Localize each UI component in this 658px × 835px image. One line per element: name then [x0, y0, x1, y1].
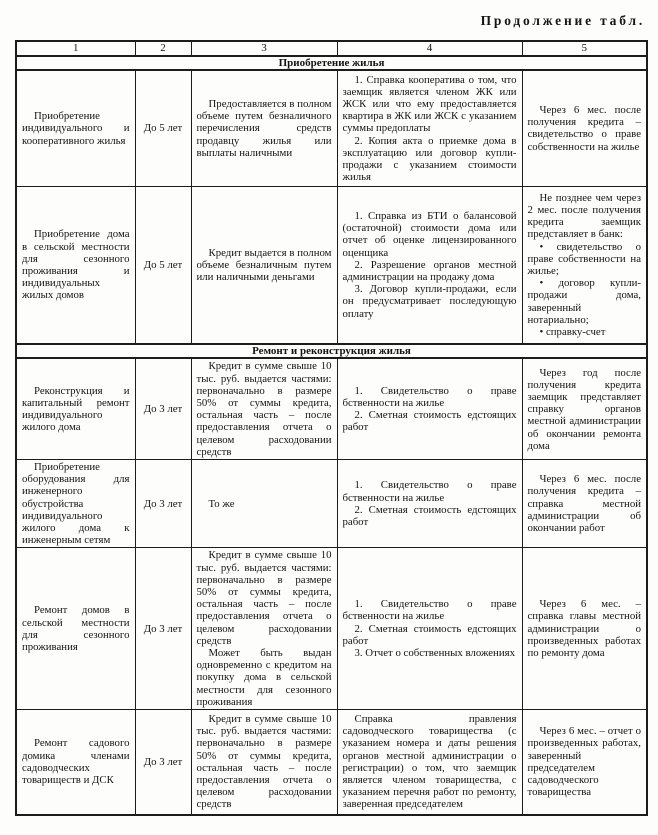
cell-paragraph: 1. Свидетельство о праве бственности на жилье	[342, 598, 517, 623]
cell-paragraph: Через 6 мес. – справка главы местной администрации о произведенных работах по ремонту дома	[527, 598, 641, 660]
bullet-item: • свидетельство о праве собственности на жилье;	[527, 240, 641, 277]
cell-paragraph: Кредит в сумме свыше 10 тыс. руб. выдается частями: первоначально в размере 50% от суммы кредита, остальная часть – после предоставления отчета о целевом расходовании средств	[196, 549, 332, 647]
cell-paragraph: 2. Копия акта о приемке дома в эксплуатацию или договор купли-продажи с указанием стоимости жилья	[342, 134, 517, 184]
documents-cell	[337, 460, 522, 548]
cell-paragraph: 2. Разрешение органов местной администрации на продажу дома	[342, 258, 517, 284]
cell-paragraph: Через год после получения кредита заемщик представляет справку органов местной администрации об окончании ремонта дома	[527, 366, 641, 452]
term-cell	[135, 710, 191, 815]
cell-paragraph: 1. Справка из БТИ о балансовой (остаточной) стоимости дома или отчет об оценке лицензированного оценщика	[342, 210, 517, 259]
term-cell	[135, 186, 191, 344]
cell-paragraph: Через 6 мес. – отчет о произведенных работах, заверенный председателем садоводческого товарищества	[527, 725, 641, 799]
cell-paragraph: Может быть выдан одновременно с кредитом на покупку дома в сельской местности для сезонного проживания	[196, 647, 332, 708]
section-header-row	[16, 344, 647, 358]
table-row	[16, 358, 647, 459]
cell-paragraph: Предоставляется в полном объеме путем безналичного перечисления средств продавцу жилья или выплаты наличными	[196, 97, 332, 159]
cell-paragraph: 3. Договор купли-продажи, если он предусматривает последующую оплату	[342, 283, 517, 320]
cell-paragraph: Через 6 мес. после получения кредита – свидетельство о праве собственности на жилье	[527, 104, 641, 153]
purpose-cell	[16, 548, 135, 710]
cell-paragraph: Ремонт домов в сельской местности для сезонного проживания	[22, 604, 130, 653]
documents-cell	[337, 186, 522, 344]
confirmation-cell	[522, 186, 647, 344]
cell-paragraph: Справка правления садоводческого товарищества (с указанием номера и даты решения органов местной администрации о регистрации) о том, что заемщик является членом товарищества, с указанием перечня работ по ремонту, заверенная председателем	[342, 713, 517, 811]
term-cell	[135, 358, 191, 459]
purpose-cell	[16, 460, 135, 548]
cell-paragraph: Приобретение оборудования для инженерного обустройства индивидуального жилого дома к инженерным сетям	[22, 461, 130, 547]
documents-cell	[337, 548, 522, 710]
cell-paragraph: Кредит выдается в полном объеме безналичным путем или наличными деньгами	[196, 246, 332, 284]
cell-paragraph: Ремонт садового домика членами садоводческих товариществ и ДСК	[22, 737, 130, 787]
cell-paragraph: Реконструкция и капитальный ремонт индивидуального жилого дома	[22, 384, 130, 434]
documents-cell	[337, 70, 522, 186]
cell-paragraph: До 5 лет	[143, 122, 183, 135]
cell-paragraph: До 3 лет	[143, 497, 183, 510]
term-cell	[135, 70, 191, 186]
column-header-2: 2	[135, 41, 191, 56]
purpose-cell	[16, 186, 135, 344]
cell-paragraph: До 3 лет	[143, 755, 183, 768]
cell-paragraph: 1. Свидетельство о праве бственности на жилье	[342, 479, 517, 504]
cell-paragraph: 1. Справка кооператива о том, что заемщик является членом ЖК или ЖСК или что ему предоставляется квартира в ЖК или ЖСК с указанием суммы предоплаты	[342, 73, 517, 135]
cell-paragraph: Не позднее чем через 2 мес. после получения кредита заемщик представляет в банк:	[527, 191, 641, 241]
cell-paragraph: Кредит в сумме свыше 10 тыс. руб. выдается частями: первоначально в размере 50% от суммы кредита, остальная часть – после предоставления отчета о целевом расходовании средств	[196, 360, 332, 458]
issuance-cell	[191, 460, 337, 548]
issuance-cell	[191, 186, 337, 344]
cell-paragraph: Кредит в сумме свыше 10 тыс. руб. выдается частями: первоначально в размере 50% от суммы кредита, остальная часть – после предоставления отчета о целевом расходовании средств	[196, 713, 332, 811]
table-row	[16, 70, 647, 186]
cell-paragraph: То же	[208, 497, 235, 510]
issuance-cell	[191, 70, 337, 186]
confirmation-cell	[522, 710, 647, 815]
credit-conditions-table	[15, 40, 648, 816]
column-header-1: 1	[16, 41, 135, 56]
section-header-row	[16, 56, 647, 70]
cell-paragraph: Приобретение индивидуального и кооперативного жилья	[22, 110, 130, 147]
cell-paragraph: 2. Сметная стоимость едстоящих работ	[342, 409, 517, 434]
cell-paragraph: 1. Свидетельство о праве бственности на жилье	[342, 384, 517, 410]
issuance-cell	[191, 710, 337, 815]
page-title: Продолжение табл.	[480, 13, 645, 28]
term-cell	[135, 460, 191, 548]
bullet-item: • договор купли-продажи дома, заверенный нотариально;	[527, 277, 641, 326]
confirmation-cell	[522, 548, 647, 710]
column-header-4: 4	[337, 41, 522, 56]
term-cell	[135, 548, 191, 710]
column-header-5: 5	[522, 41, 647, 56]
table-row	[16, 548, 647, 710]
table-row	[16, 186, 647, 344]
issuance-cell	[191, 358, 337, 459]
purpose-cell	[16, 70, 135, 186]
cell-paragraph: 2. Сметная стоимость едстоящих работ	[342, 622, 517, 647]
cell-paragraph: До 5 лет	[143, 258, 183, 271]
cell-paragraph: 3. Отчет о собственных вложениях	[354, 647, 515, 660]
confirmation-cell	[522, 70, 647, 186]
documents-cell	[337, 358, 522, 459]
confirmation-cell	[522, 358, 647, 459]
column-header-3: 3	[191, 41, 337, 56]
cell-paragraph: 2. Сметная стоимость едстоящих работ	[342, 503, 517, 528]
purpose-cell	[16, 710, 135, 815]
section-header-repair: Ремонт и реконструкция жилья	[16, 344, 647, 358]
documents-cell	[337, 710, 522, 815]
issuance-cell	[191, 548, 337, 710]
cell-paragraph: Приобретение дома в сельской местности для сезонного проживания и индивидуальных жилых домов	[22, 228, 130, 302]
table-row	[16, 710, 647, 815]
cell-paragraph: До 3 лет	[143, 403, 183, 416]
cell-paragraph: До 3 лет	[143, 622, 183, 635]
column-header-row	[16, 41, 647, 56]
purpose-cell	[16, 358, 135, 459]
section-header-acquisition: Приобретение жилья	[16, 56, 647, 70]
cell-paragraph: Через 6 мес. после получения кредита – справка местной администрации об окончании работ	[527, 473, 641, 535]
table-row	[16, 460, 647, 548]
bullet-item: • справку-счет	[539, 325, 606, 338]
confirmation-cell	[522, 460, 647, 548]
